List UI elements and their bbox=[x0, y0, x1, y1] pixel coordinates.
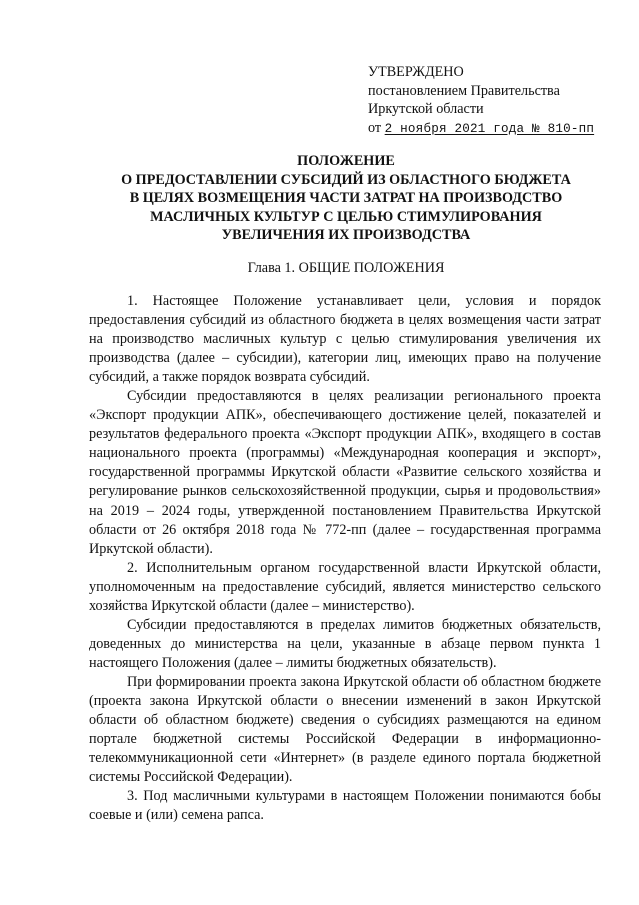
paragraph: При формировании проекта закона Иркутской области об областном бюджете (проекта закона Иркутской области о внесении изменений в закон Иркутской области об областном бюджете) сведения о субсидиях размещаются на едином портале бюджетной системы Российской Федерации в информационно-телекоммуникационной сети «Интернет» (в разделе единого портала бюджетной системы Российской Федерации). bbox=[89, 673, 601, 786]
approval-stamp bbox=[368, 63, 618, 138]
paragraph: 1. Настоящее Положение устанавливает цели, условия и порядок предоставления субсидий из областного бюджета в целях возмещения части затрат на производство масличных культур с целью стимулирования увеличения их производства (далее – субсидии), категории лиц, имеющих право на получение субсидий, а также порядок возврата субсидий. bbox=[89, 293, 601, 386]
approval-date-prefix: от bbox=[368, 119, 382, 136]
approval-date: 2 ноября 2021 года № 810-пп bbox=[384, 121, 595, 136]
paragraph: Субсидии предоставляются в пределах лимитов бюджетных обязательств, доведенных до министерства на цели, указанные в абзаце первом пункта 1 настоящего Положения (далее – лимиты бюджетных обязательств). bbox=[89, 616, 601, 671]
document-title bbox=[60, 152, 632, 245]
title-line: МАСЛИЧНЫХ КУЛЬТУР С ЦЕЛЬЮ СТИМУЛИРОВАНИЯ bbox=[150, 208, 542, 225]
approval-resolution: постановлением Правительства bbox=[368, 82, 560, 99]
title-line: О ПРЕДОСТАВЛЕНИИ СУБСИДИЙ ИЗ ОБЛАСТНОГО БЮДЖЕТА bbox=[121, 171, 571, 188]
approval-heading: УТВЕРЖДЕНО bbox=[368, 64, 464, 80]
document-body bbox=[89, 292, 601, 825]
title-line: ПОЛОЖЕНИЕ bbox=[297, 153, 395, 169]
title-line: УВЕЛИЧЕНИЯ ИХ ПРОИЗВОДСТВА bbox=[221, 227, 471, 244]
approval-region: Иркутской области bbox=[368, 101, 484, 117]
paragraph: 3. Под масличными культурами в настоящем Положении понимаются бобы соевые и (или) семена рапса. bbox=[89, 788, 601, 824]
paragraph: Субсидии предоставляются в целях реализации регионального проекта «Экспорт продукции АПК», обеспечивающего достижение целей, показателей и результатов федерального проекта «Экспорт продукции АПК», входящего в состав национального проекта (программы) «Международная кооперация и экспорт», государственной программы Иркутской области «Развитие сельского хозяйства и регулирование рынков сельскохозяйственной продукции, сырья и продовольствия» на 2019 – 2024 годы, утвержденной постановлением Правительства Иркутской области от 26 октября 2018 года № 772-пп (далее – государственная программа Иркутской области). bbox=[89, 388, 601, 557]
title-line: В ЦЕЛЯХ ВОЗМЕЩЕНИЯ ЧАСТИ ЗАТРАТ НА ПРОИЗВОДСТВО bbox=[129, 190, 563, 207]
approval-date-line bbox=[368, 119, 618, 139]
paragraph: 2. Исполнительным органом государственной власти Иркутской области, уполномоченным на предоставление субсидий, является министерство сельского хозяйства Иркутской области (далее – министерство). bbox=[89, 559, 601, 614]
chapter-heading: Глава 1. ОБЩИЕ ПОЛОЖЕНИЯ bbox=[247, 260, 445, 276]
